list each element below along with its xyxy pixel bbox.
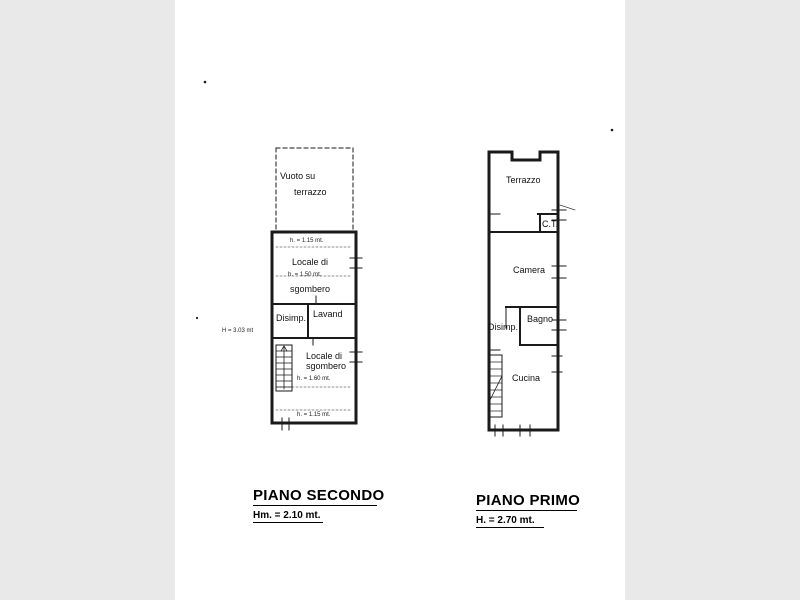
first-floor-subtitle: H. = 2.70 mt. [476, 515, 535, 526]
second-floor-title-underline [253, 505, 377, 506]
first-floor-subtitle-underline [476, 527, 544, 528]
height-note-top: h. = 1.15 mt. [290, 238, 324, 244]
storage-b-label-line2: sgombero [306, 361, 347, 371]
storage-a-label-line1: Locale di [292, 257, 329, 267]
boiler-room-label: C.T. [542, 219, 559, 229]
storage-b-label-line1: Locale di [306, 351, 343, 361]
hallway-second-label: Disimp. [276, 313, 307, 323]
height-note-lower: h. = 1.60 mt. [297, 376, 331, 382]
first-floor-title-underline [476, 510, 577, 511]
second-floor-subtitle: Hm. = 2.10 mt. [253, 510, 321, 521]
second-floor-title: PIANO SECONDO [253, 487, 385, 504]
bathroom-label: Bagno [527, 314, 554, 324]
first-floor-title: PIANO PRIMO [476, 492, 581, 509]
laundry-label: Lavand [313, 309, 343, 319]
overall-height-note: H = 3.03 mt [222, 328, 254, 334]
hallway-first-label: Disimp. [488, 322, 519, 332]
bedroom-label: Camera [513, 265, 546, 275]
void-label-line2: terrazzo [294, 187, 327, 197]
height-note-mid: h. = 1.50 mt. [288, 272, 322, 278]
first-floor-plan [489, 152, 575, 436]
height-note-bottom: h. = 1.15 mt. [297, 412, 331, 418]
void-label-line1: Vuoto su [280, 171, 316, 181]
kitchen-label: Cucina [512, 373, 541, 383]
storage-a-label-line2: sgombero [290, 284, 331, 294]
terrace-label: Terrazzo [506, 175, 541, 185]
second-floor-subtitle-underline [253, 522, 323, 523]
